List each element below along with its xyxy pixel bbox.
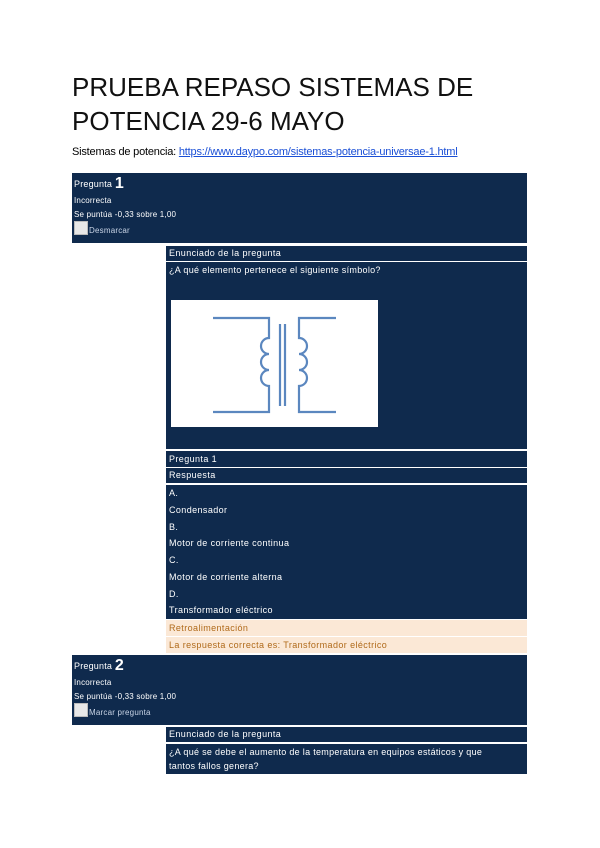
question-1-label-bar: Pregunta 1 xyxy=(166,451,527,467)
answer-header: Respuesta xyxy=(166,468,527,483)
statement-header-2: Enunciado de la pregunta xyxy=(166,727,527,742)
option-b-letter: B. xyxy=(169,521,179,532)
question-2-text-line-2: tantos fallos genera? xyxy=(169,761,259,771)
flag-checkbox[interactable] xyxy=(74,703,88,717)
statement-header: Enunciado de la pregunta xyxy=(166,246,527,261)
flag-label[interactable]: Marcar pregunta xyxy=(89,708,151,717)
feedback-header: Retroalimentación xyxy=(166,620,527,636)
flag-label[interactable]: Desmarcar xyxy=(89,226,130,235)
subtitle xyxy=(72,146,457,158)
question-1-flag[interactable] xyxy=(74,221,525,235)
question-2-text-line-1: ¿A qué se debe el aumento de la temperatura en equipos estáticos y que xyxy=(169,747,483,757)
question-2-status: Incorrecta xyxy=(74,678,112,687)
feedback-text: La respuesta correcta es: Transformador eléctrico xyxy=(166,637,527,653)
question-1-status: Incorrecta xyxy=(74,196,112,205)
option-c-text[interactable]: Motor de corriente alterna xyxy=(169,571,283,582)
question-2-info xyxy=(72,655,527,725)
question-2-heading xyxy=(74,657,525,675)
page-title: PRUEBA REPASO SISTEMAS DE POTENCIA 29-6 MAYO xyxy=(72,72,474,136)
option-c-letter: C. xyxy=(169,555,179,565)
question-2-text xyxy=(166,744,527,774)
question-1-content xyxy=(166,262,527,449)
question-2-score: Se puntúa -0,33 sobre 1,00 xyxy=(74,692,177,701)
option-d-text[interactable]: Transformador eléctrico xyxy=(169,605,273,616)
option-b-text[interactable]: Motor de corriente continua xyxy=(169,538,290,549)
flag-checkbox[interactable] xyxy=(74,221,88,235)
option-a-letter: A. xyxy=(169,488,179,498)
question-1-label: Pregunta xyxy=(74,179,115,189)
transformer-symbol-image xyxy=(171,300,378,427)
option-d-letter: D. xyxy=(169,588,179,599)
question-1-score: Se puntúa -0,33 sobre 1,00 xyxy=(74,210,177,219)
answer-options xyxy=(166,485,527,619)
subtitle-prefix: Sistemas de potencia: xyxy=(72,146,179,158)
question-1-text: ¿A qué elemento pertenece el siguiente símbolo? xyxy=(169,265,381,275)
question-2-number: 2 xyxy=(114,657,124,674)
question-2-flag[interactable] xyxy=(74,703,525,717)
transformer-symbol-icon xyxy=(171,300,378,427)
question-1-info xyxy=(72,173,527,243)
daypo-link[interactable]: https://www.daypo.com/sistemas-potencia-universae-1.html xyxy=(178,146,458,158)
question-1-heading xyxy=(74,175,525,193)
question-2-label: Pregunta xyxy=(74,661,115,671)
question-1-number: 1 xyxy=(114,175,124,192)
option-a-text[interactable]: Condensador xyxy=(169,504,228,515)
